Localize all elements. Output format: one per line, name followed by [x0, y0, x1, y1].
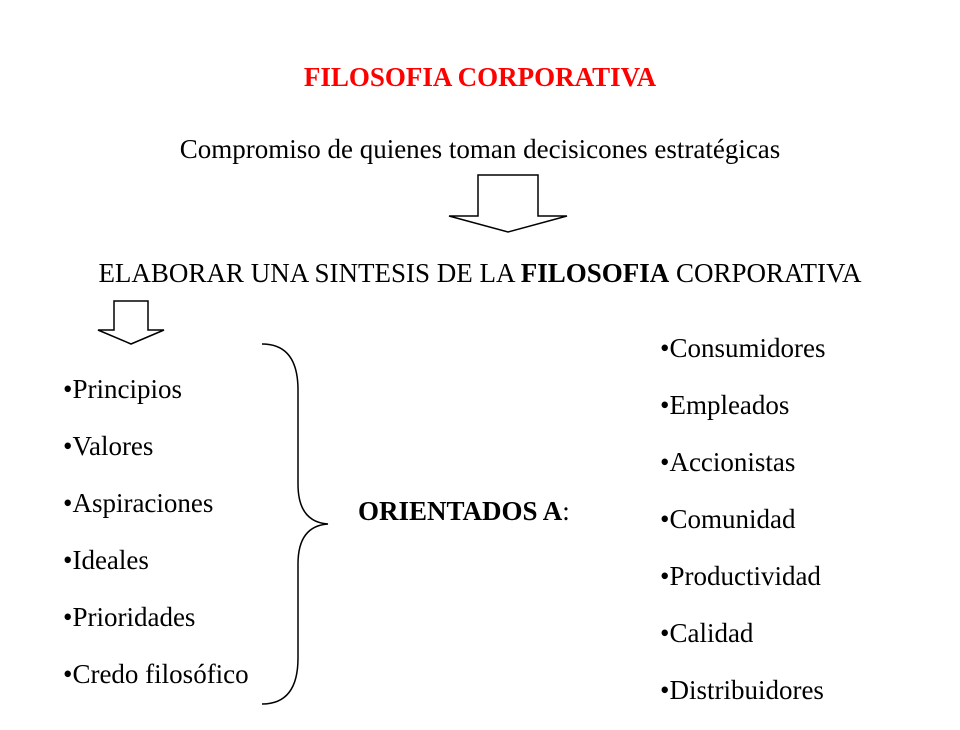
list-item: •Accionistas	[660, 447, 796, 477]
list-item: •Comunidad	[660, 504, 796, 534]
list-item: •Aspiraciones	[63, 488, 214, 518]
list-item: •Productividad	[660, 561, 821, 591]
list-item: •Valores	[63, 431, 154, 461]
connector-label	[358, 496, 570, 527]
headline-bold-part: FILOSOFIA	[520, 258, 670, 288]
connector-label-suffix: :	[562, 496, 570, 526]
list-item: •Empleados	[660, 390, 790, 420]
list-item: •Consumidores	[660, 333, 826, 363]
list-item: •Distribuidores	[660, 675, 824, 705]
right-list	[660, 331, 825, 730]
down-arrow-icon	[96, 300, 166, 346]
list-item: •Calidad	[660, 618, 754, 648]
page-title: FILOSOFIA CORPORATIVA	[303, 62, 657, 92]
subtitle: Compromiso de quienes toman decisicones estratégicas	[179, 134, 781, 164]
connector-label-bold: ORIENTADOS A	[358, 496, 563, 526]
list-item: •Credo filosófico	[63, 659, 249, 689]
down-arrow-icon	[446, 174, 570, 234]
list-item: •Prioridades	[63, 602, 196, 632]
list-item: •Principios	[63, 374, 182, 404]
right-brace-icon	[258, 340, 338, 710]
headline	[0, 258, 960, 289]
left-list	[63, 372, 249, 714]
list-item: •Ideales	[63, 545, 149, 575]
headline-part1: ELABORAR UNA SINTESIS DE LA	[98, 258, 521, 288]
headline-part3: CORPORATIVA	[669, 258, 862, 288]
